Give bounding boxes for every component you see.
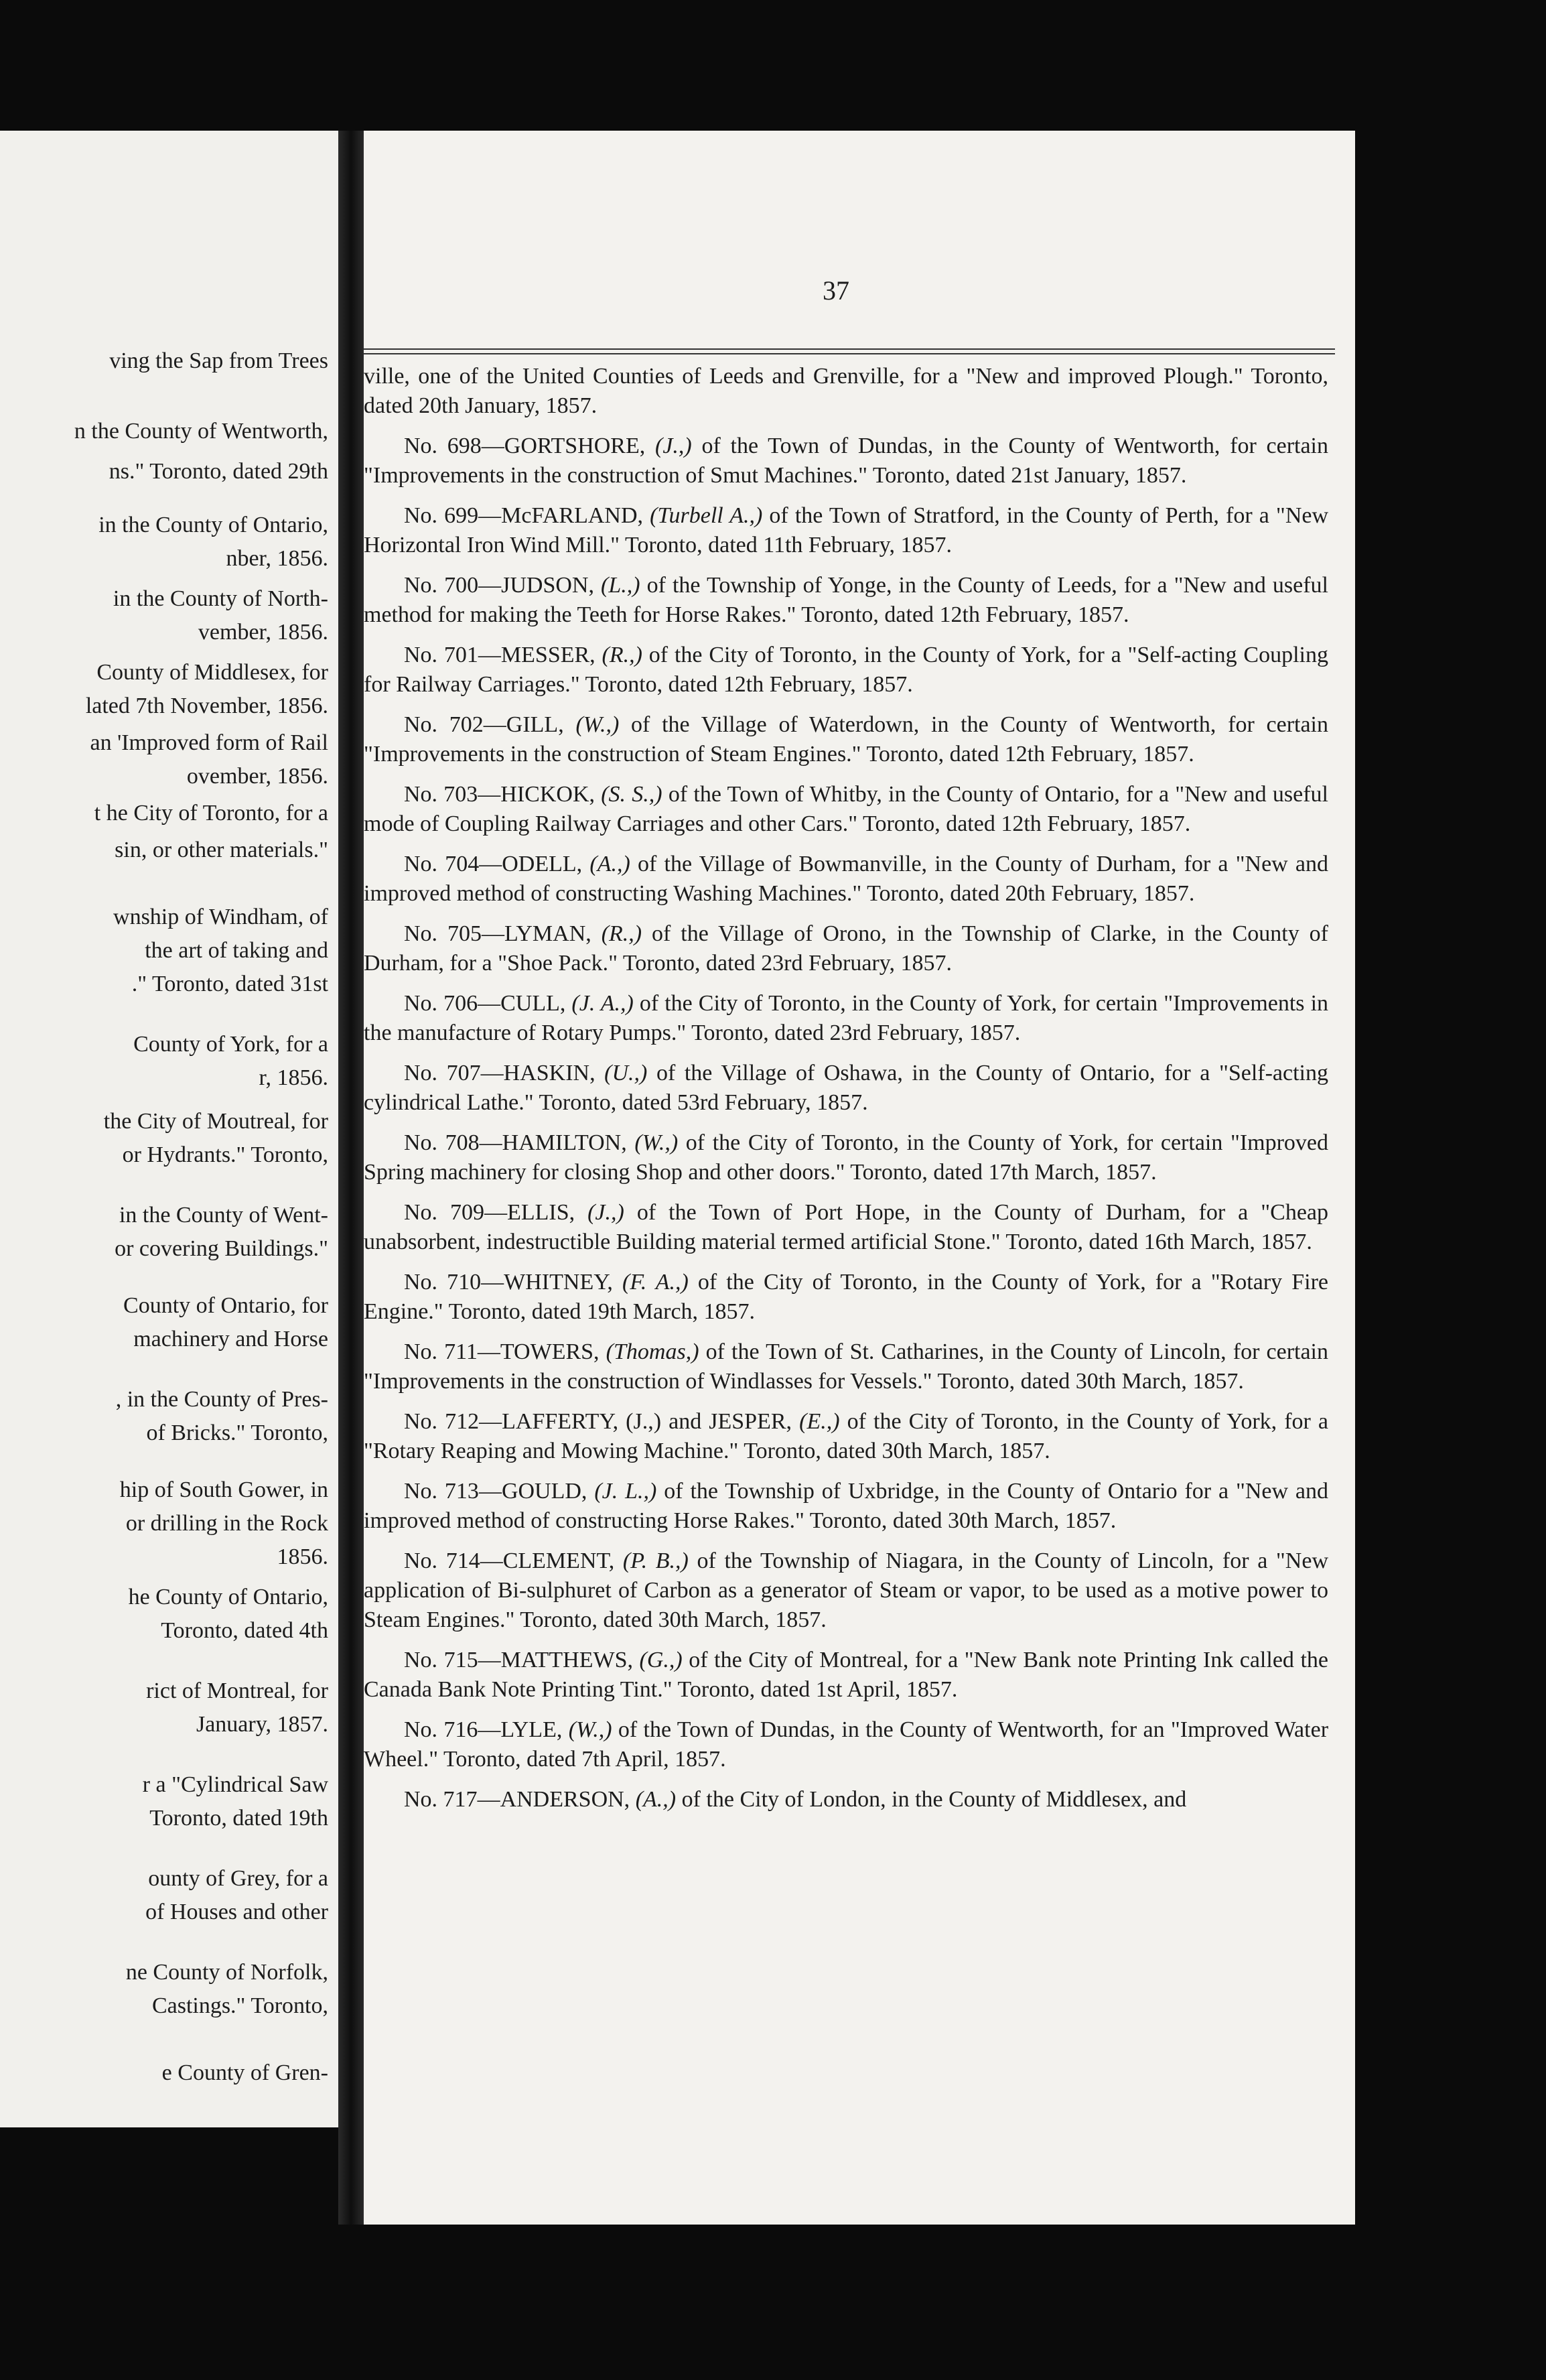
patentee-initial: (Turbell A.,) <box>650 503 763 528</box>
patentee-initial: (E.,) <box>799 1409 840 1434</box>
patent-entry <box>364 1268 1328 1327</box>
patentee-name: MESSER, <box>500 643 595 667</box>
left-line: County of York, for a <box>133 1032 328 1057</box>
left-line: , in the County of Pres- <box>115 1387 328 1412</box>
patent-entry-text: No. 706—CULL, (J. A.,) of the City of Toronto, in the County of York, for certain "Improvements in the manufacture of Rotary Pumps." Toronto, dated 23rd February, 1857. <box>364 991 1329 1045</box>
patent-entry-text: No. 699—McFARLAND, (Turbell A.,) of the Town of Stratford, in the County of Perth, for a "New Horizontal Iron Wind Mill." Toronto, dated 11th February, 1857. <box>364 503 1329 557</box>
patent-description: of the City of London, in the County of Middlesex, and <box>681 1787 1187 1812</box>
patent-entry <box>364 1407 1328 1466</box>
left-line: t he City of Toronto, for a <box>94 801 328 825</box>
patentee-name: CULL, <box>500 991 566 1016</box>
patentee-name: TOWERS, <box>500 1339 600 1364</box>
patent-entry <box>364 571 1328 630</box>
patentee-name: ANDERSON, <box>500 1787 630 1812</box>
patent-entry <box>364 1546 1328 1635</box>
left-page <box>0 131 338 2127</box>
patent-description: of the Village of Orono, in the Township of Clarke, in the County of Durham, for a "Shoe Pack." Toronto, dated 23rd February, 1857. <box>364 921 1328 976</box>
patentee-name: HICKOK, <box>500 782 595 807</box>
left-line: County of Ontario, for <box>123 1293 328 1318</box>
left-line: lated 7th November, 1856. <box>85 693 328 718</box>
patent-description: of the Town of Dundas, in the County of Wentworth, for an "Improved Water Wheel." Toronto, dated 7th April, 1857. <box>364 1717 1329 1772</box>
patent-entry <box>364 641 1328 700</box>
patent-description: of the Township of Yonge, in the County of Leeds, for a "New and useful method for making the Teeth for Horse Rakes." Toronto, dated 12th February, 1857. <box>364 573 1329 627</box>
patentee-initial: (R.,) <box>602 643 642 667</box>
patentee-name: GORTSHORE, <box>504 434 646 458</box>
patent-entry <box>364 989 1328 1048</box>
patent-description: of the City of Toronto, in the County of York, for a "Self-acting Coupling for Railway Carriages." Toronto, dated 12th February, 1857. <box>364 643 1329 697</box>
patentee-initial: (R.,) <box>601 921 642 946</box>
patent-number: No. 713 <box>404 1479 479 1504</box>
patent-entry-text: No. 705—LYMAN, (R.,) of the Village of Orono, in the Township of Clarke, in the County of Durham, for a "Shoe Pack." Toronto, dated 23rd February, 1857. <box>364 921 1328 976</box>
left-line: ns." Toronto, dated 29th <box>109 459 328 484</box>
patent-description: of the Town of Whitby, in the County of Ontario, for a "New and useful mode of Coupling Railway Carriages and other Cars." Toronto, dated 12th February, 1857. <box>364 782 1328 836</box>
patentee-initial: (W.,) <box>575 712 620 737</box>
left-line: County of Middlesex, for <box>96 660 328 685</box>
patent-entry-text: No. 700—JUDSON, (L.,) of the Township of Yonge, in the County of Leeds, for a "New and useful method for making the Teeth for Horse Rakes." Toronto, dated 12th February, 1857. <box>364 573 1329 627</box>
left-line: or drilling in the Rock <box>125 1511 328 1536</box>
patent-entry-text: No. 701—MESSER, (R.,) of the City of Toronto, in the County of York, for a "Self-acting Coupling for Railway Carriages." Toronto, dated 12th February, 1857. <box>364 643 1329 697</box>
patent-number: No. 712 <box>404 1409 480 1434</box>
patentee-name: GILL, <box>506 712 564 737</box>
patent-entry-text: No. 702—GILL, (W.,) of the Village of Waterdown, in the County of Wentworth, for certain "Improvements in the construction of Steam Engines." Toronto, dated 12th February, 1857. <box>364 712 1329 767</box>
left-line: the art of taking and <box>145 938 328 963</box>
left-line: in the County of North- <box>113 586 328 611</box>
patent-entry-text: No. 703—HICKOK, (S. S.,) of the Town of Whitby, in the County of Ontario, for a "New and useful mode of Coupling Railway Carriages and other Cars." Toronto, dated 12th February, 1857. <box>364 782 1328 836</box>
patent-entry <box>364 1337 1328 1396</box>
patent-entry <box>364 1198 1328 1257</box>
book-gutter <box>338 131 364 2225</box>
patentee-initial: (L.,) <box>601 573 640 598</box>
patent-entry-text: No. 715—MATTHEWS, (G.,) of the City of Montreal, for a "New Bank note Printing Ink called the Canada Bank Note Printing Tint." Toronto, dated 1st April, 1857. <box>364 1648 1328 1702</box>
patentee-initial: (W.,) <box>634 1130 679 1155</box>
patent-entry-text: No. 698—GORTSHORE, (J.,) of the Town of Dundas, in the County of Wentworth, for certain "Improvements in the construction of Smut Machines." Toronto, dated 21st January, 1857. <box>364 434 1329 488</box>
patent-description: of the Village of Bowmanville, in the County of Durham, for a "New and improved method of constructing Washing Machines." Toronto, dated 20th February, 1857. <box>364 852 1329 906</box>
left-line: ." Toronto, dated 31st <box>131 972 328 996</box>
patent-entry <box>364 1128 1328 1187</box>
patent-entry <box>364 1715 1328 1774</box>
patent-number: No. 709 <box>404 1200 485 1225</box>
patentee-name: WHITNEY, <box>504 1270 613 1295</box>
patent-entries <box>364 362 1328 1825</box>
patent-number: No. 706 <box>404 991 478 1016</box>
patentee-initial: (F. A.,) <box>622 1270 689 1295</box>
patentee-initial: (G.,) <box>639 1648 683 1672</box>
entry-list <box>364 432 1328 1814</box>
patent-entry-text: No. 704—ODELL, (A.,) of the Village of Bowmanville, in the County of Durham, for a "New and improved method of constructing Washing Machines." Toronto, dated 20th February, 1857. <box>364 852 1329 906</box>
left-line: machinery and Horse <box>133 1327 328 1351</box>
left-line: ving the Sap from Trees <box>109 348 328 373</box>
patent-number: No. 704 <box>404 852 480 876</box>
patent-description: of the Town of Dundas, in the County of Wentworth, for certain "Improvements in the construction of Smut Machines." Toronto, dated 21st January, 1857. <box>364 434 1329 488</box>
patent-description: of the City of Toronto, in the County of York, for certain "Improved Spring machinery for closing Shop and other doors." Toronto, dated 17th March, 1857. <box>364 1130 1329 1185</box>
patentee-initial: (Thomas,) <box>606 1339 699 1364</box>
patent-entry-text: No. 710—WHITNEY, (F. A.,) of the City of Toronto, in the County of York, for a "Rotary Fire Engine." Toronto, dated 19th March, 1857. <box>364 1270 1329 1324</box>
left-line: wnship of Windham, of <box>113 905 328 929</box>
patent-entry-text: No. 717—ANDERSON, (A.,) of the City of London, in the County of Middlesex, and <box>404 1787 1187 1812</box>
patentee-name: LYLE, <box>500 1717 563 1742</box>
intro-paragraph <box>364 362 1328 421</box>
left-line: ne County of Norfolk, <box>125 1960 328 1985</box>
patent-description: of the Town of Port Hope, in the County of Durham, for a "Cheap unabsorbent, indestructible Building material termed artificial Stone." Toronto, dated 16th March, 1857. <box>364 1200 1329 1254</box>
patent-number: No. 710 <box>404 1270 482 1295</box>
patent-number: No. 716 <box>404 1717 478 1742</box>
left-line: n the County of Wentworth, <box>74 419 328 444</box>
left-line: Toronto, dated 4th <box>161 1618 328 1643</box>
patentee-initial: (P. B.,) <box>622 1548 689 1573</box>
patent-number: No. 714 <box>404 1548 480 1573</box>
patent-description: of the City of Montreal, for a "New Bank note Printing Ink called the Canada Bank Note Printing Tint." Toronto, dated 1st April, 1857. <box>364 1648 1328 1702</box>
left-line: in the County of Went- <box>119 1203 328 1228</box>
left-line: 1856. <box>277 1544 328 1569</box>
patentee-initial: (U.,) <box>604 1061 648 1085</box>
patentee-name: HASKIN, <box>503 1061 595 1085</box>
patentee-name: ODELL, <box>502 852 583 876</box>
patentee-name: HAMILTON, <box>502 1130 627 1155</box>
patent-number: No. 708 <box>404 1130 480 1155</box>
left-line: nber, 1856. <box>226 546 328 571</box>
patent-number: No. 702 <box>404 712 484 737</box>
patent-number: No. 715 <box>404 1648 478 1672</box>
left-line: sin, or other materials." <box>115 838 328 862</box>
patentee-initial: (A.,) <box>635 1787 677 1812</box>
patentee-initial: (J.,) <box>655 434 692 458</box>
patent-number: No. 698 <box>404 434 482 458</box>
patentee-initial: (A.,) <box>589 852 630 876</box>
patent-entry <box>364 710 1328 769</box>
right-page <box>364 131 1355 2225</box>
intro-text: ville, one of the United Counties of Leeds and Grenville, for a "New and improved Plough." Toronto, dated 20th January, 1857. <box>364 364 1328 418</box>
patent-entry <box>364 1646 1328 1705</box>
patent-description: of the City of Toronto, in the County of York, for a "Rotary Fire Engine." Toronto, dated 19th March, 1857. <box>364 1270 1329 1324</box>
patent-entry <box>364 850 1328 909</box>
patent-description: of the Township of Uxbridge, in the County of Ontario for a "New and improved method of constructing Horse Rakes." Toronto, dated 30th March, 1857. <box>364 1479 1328 1533</box>
patent-number: No. 705 <box>404 921 482 946</box>
left-line: Toronto, dated 19th <box>149 1806 328 1831</box>
patent-entry <box>364 432 1328 490</box>
left-line: rict of Montreal, for <box>146 1678 328 1703</box>
patent-description: of the Village of Waterdown, in the County of Wentworth, for certain "Improvements in the construction of Steam Engines." Toronto, dated 12th February, 1857. <box>364 712 1329 767</box>
patent-description: of the City of Toronto, in the County of York, for a "Rotary Reaping and Mowing Machine." Toronto, dated 30th March, 1857. <box>364 1409 1329 1463</box>
patentee-name: McFARLAND, <box>501 503 644 528</box>
patent-entry <box>364 501 1328 560</box>
patent-entry <box>364 780 1328 839</box>
patent-description: of the Village of Oshawa, in the County of Ontario, for a "Self-acting cylindrical Lathe." Toronto, dated 53rd February, 1857. <box>364 1061 1329 1115</box>
patent-number: No. 701 <box>404 643 478 667</box>
patent-entry-text: No. 711—TOWERS, (Thomas,) of the Town of St. Catharines, in the County of Lincoln, for certain "Improvements in the construction of Windlasses for Vessels." Toronto, dated 30th March, 1857. <box>364 1339 1328 1394</box>
patent-number: No. 707 <box>404 1061 481 1085</box>
left-line: of Houses and other <box>145 1900 328 1924</box>
patent-entry <box>364 919 1328 978</box>
patentee-name: JUDSON, <box>501 573 594 598</box>
patentee-initial: (J. A.,) <box>571 991 634 1016</box>
patentee-name: CLEMENT, <box>502 1548 615 1573</box>
left-line: r, 1856. <box>259 1065 328 1090</box>
patent-entry-text: No. 712—LAFFERTY, (J.,) and JESPER, (E.,) of the City of Toronto, in the County of York, for a "Rotary Reaping and Mowing Machine." Toronto, dated 30th March, 1857. <box>364 1409 1329 1463</box>
patentee-initial: (J. L.,) <box>594 1479 657 1504</box>
left-line: in the County of Ontario, <box>98 513 328 537</box>
left-line: the City of Moutreal, for <box>103 1109 328 1134</box>
patent-entry-text: No. 707—HASKIN, (U.,) of the Village of Oshawa, in the County of Ontario, for a "Self-acting cylindrical Lathe." Toronto, dated 53rd February, 1857. <box>364 1061 1329 1115</box>
patentee-initial: (W.,) <box>568 1717 612 1742</box>
patentee-initial: (S. S.,) <box>601 782 662 807</box>
header-rule <box>364 348 1335 354</box>
patent-entry-text: No. 713—GOULD, (J. L.,) of the Township of Uxbridge, in the County of Ontario for a "New and improved method of constructing Horse Rakes." Toronto, dated 30th March, 1857. <box>364 1479 1328 1533</box>
patent-entry-text: No. 716—LYLE, (W.,) of the Town of Dundas, in the County of Wentworth, for an "Improved Water Wheel." Toronto, dated 7th April, 1857. <box>364 1717 1329 1772</box>
page-number: 37 <box>823 275 849 306</box>
patentee-name: LAFFERTY, (J.,) and JESPER, <box>502 1409 792 1434</box>
patentee-name: GOULD, <box>501 1479 587 1504</box>
patent-number: No. 703 <box>404 782 478 807</box>
patentee-name: ELLIS, <box>507 1200 575 1225</box>
patent-description: of the Township of Niagara, in the County of Lincoln, for a "New application of Bi-sulphuret of Carbon as a generator of Steam or vapor, to be used as a motive power to Steam Engines." Toronto, dated 30th March, 1857. <box>364 1548 1329 1632</box>
patent-description: of the Town of St. Catharines, in the County of Lincoln, for certain "Improvements in the construction of Windlasses for Vessels." Toronto, dated 30th March, 1857. <box>364 1339 1328 1394</box>
left-line: or Hydrants." Toronto, <box>122 1142 328 1167</box>
patent-entry-text: No. 714—CLEMENT, (P. B.,) of the Township of Niagara, in the County of Lincoln, for a "New application of Bi-sulphuret of Carbon as a generator of Steam or vapor, to be used as a motive power to Steam Engines." Toronto, dated 30th March, 1857. <box>364 1548 1329 1632</box>
patentee-name: MATTHEWS, <box>500 1648 633 1672</box>
left-line: or covering Buildings." <box>115 1236 328 1261</box>
left-line: of Bricks." Toronto, <box>146 1420 328 1445</box>
patent-number: No. 699 <box>404 503 479 528</box>
left-line: ovember, 1856. <box>186 764 328 789</box>
left-line: hip of South Gower, in <box>119 1477 328 1502</box>
left-line: an 'Improved form of Rail <box>90 730 328 755</box>
patent-number: No. 717 <box>404 1787 478 1812</box>
left-line: vember, 1856. <box>198 620 328 645</box>
left-line: e County of Gren- <box>161 2060 328 2085</box>
patent-number: No. 700 <box>404 573 479 598</box>
left-line: Castings." Toronto, <box>151 1993 328 2018</box>
patent-entry <box>364 1785 1328 1814</box>
left-line: r a "Cylindrical Saw <box>142 1772 328 1797</box>
left-line: he County of Ontario, <box>128 1585 328 1609</box>
patent-entry-text: No. 709—ELLIS, (J.,) of the Town of Port Hope, in the County of Durham, for a "Cheap unabsorbent, indestructible Building material termed artificial Stone." Toronto, dated 16th March, 1857. <box>364 1200 1329 1254</box>
patent-entry <box>364 1059 1328 1118</box>
patent-entry-text: No. 708—HAMILTON, (W.,) of the City of Toronto, in the County of York, for certain "Improved Spring machinery for closing Shop and other doors." Toronto, dated 17th March, 1857. <box>364 1130 1329 1185</box>
patent-number: No. 711 <box>404 1339 478 1364</box>
patent-description: of the Town of Stratford, in the County of Perth, for a "New Horizontal Iron Wind Mill." Toronto, dated 11th February, 1857. <box>364 503 1329 557</box>
patentee-name: LYMAN, <box>504 921 591 946</box>
patent-entry <box>364 1477 1328 1536</box>
patentee-initial: (J.,) <box>587 1200 624 1225</box>
left-line: January, 1857. <box>196 1712 328 1737</box>
patent-description: of the City of Toronto, in the County of York, for certain "Improvements in the manufacture of Rotary Pumps." Toronto, dated 23rd February, 1857. <box>364 991 1329 1045</box>
left-line: ounty of Grey, for a <box>148 1866 328 1891</box>
